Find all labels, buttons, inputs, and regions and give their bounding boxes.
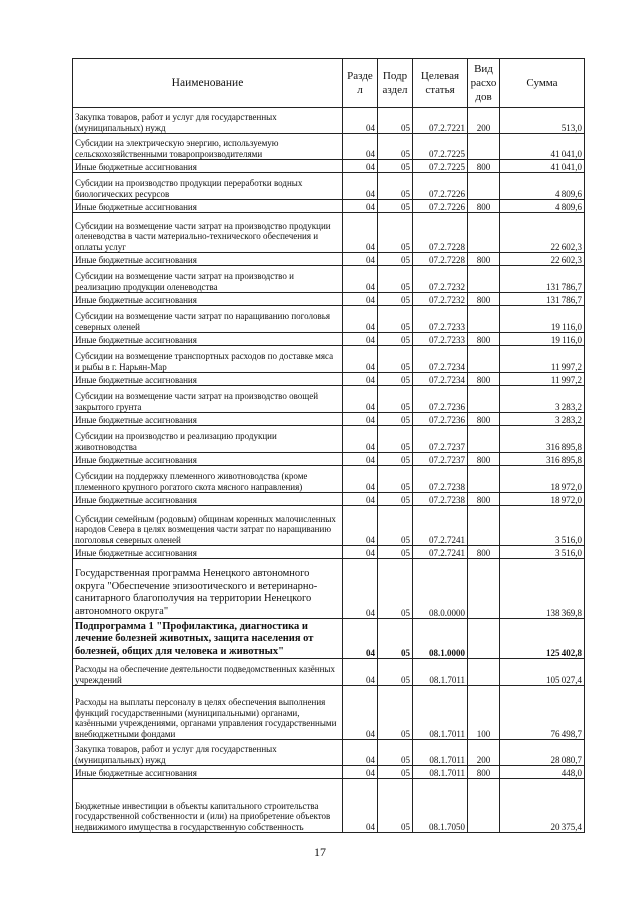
row-vid: 800	[468, 546, 500, 559]
row-razdel: 04	[343, 373, 378, 386]
row-podrazdel: 05	[378, 373, 413, 386]
row-razdel: 04	[343, 293, 378, 306]
row-sum: 448,0	[500, 766, 585, 779]
row-name: Субсидии на возмещение части затрат на производство и реализацию продукции оленеводства	[73, 266, 343, 293]
row-vid	[468, 779, 500, 833]
row-name: Бюджетные инвестиции в объекты капитального строительства государственной собственности и (или) на приобретение объектов недвижимого имущества в государственную собственность	[73, 779, 343, 833]
row-target: 08.1.0000	[413, 619, 468, 659]
row-name: Субсидии на производство и реализацию продукции животноводства	[73, 426, 343, 453]
row-razdel: 04	[343, 108, 378, 134]
row-name: Иные бюджетные ассигнования	[73, 546, 343, 559]
row-podrazdel: 05	[378, 779, 413, 833]
row-vid: 800	[468, 493, 500, 506]
row-vid	[468, 659, 500, 686]
row-target: 07.2.7234	[413, 373, 468, 386]
table-row	[73, 619, 585, 659]
row-razdel: 04	[343, 766, 378, 779]
row-vid	[468, 134, 500, 160]
row-target: 07.2.7238	[413, 493, 468, 506]
row-razdel: 04	[343, 493, 378, 506]
row-target: 08.1.7050	[413, 779, 468, 833]
row-podrazdel: 05	[378, 306, 413, 333]
row-vid	[468, 466, 500, 493]
row-podrazdel: 05	[378, 740, 413, 766]
row-sum: 131 786,7	[500, 266, 585, 293]
row-name: Иные бюджетные ассигнования	[73, 373, 343, 386]
row-name: Иные бюджетные ассигнования	[73, 200, 343, 213]
header-sum: Сумма	[500, 59, 585, 108]
row-name: Субсидии на электрическую энергию, используемую сельскохозяйственными товаропроизводителями	[73, 134, 343, 160]
table-row	[73, 173, 585, 200]
row-target: 07.2.7232	[413, 293, 468, 306]
row-name: Субсидии на возмещение части затрат на производство продукции оленеводства в части материально-технического обеспечения и оплаты услуг	[73, 213, 343, 253]
row-podrazdel: 05	[378, 134, 413, 160]
row-vid	[468, 559, 500, 619]
row-target: 07.2.7234	[413, 346, 468, 373]
row-name: Государственная программа Ненецкого автономного округа "Обеспечение эпизоотического и ветеринарно-санитарного благополучия на территории Ненецкого автономного округа"	[73, 559, 343, 619]
table-row	[73, 134, 585, 160]
table-row	[73, 559, 585, 619]
row-razdel: 04	[343, 426, 378, 453]
row-name: Закупка товаров, работ и услуг для государственных (муниципальных) нужд	[73, 740, 343, 766]
row-target: 07.2.7233	[413, 306, 468, 333]
row-target: 07.2.7233	[413, 333, 468, 346]
row-razdel: 04	[343, 306, 378, 333]
row-vid: 800	[468, 766, 500, 779]
header-razdel: Разде л	[343, 59, 378, 108]
table-row	[73, 413, 585, 426]
table-row	[73, 386, 585, 413]
row-podrazdel: 05	[378, 108, 413, 134]
table-row	[73, 108, 585, 134]
row-razdel: 04	[343, 386, 378, 413]
row-target: 08.0.0000	[413, 559, 468, 619]
row-razdel: 04	[343, 413, 378, 426]
row-sum: 4 809,6	[500, 200, 585, 213]
row-sum: 11 997,2	[500, 373, 585, 386]
row-target: 07.2.7226	[413, 200, 468, 213]
row-podrazdel: 05	[378, 200, 413, 213]
row-target: 07.2.7236	[413, 413, 468, 426]
row-name: Иные бюджетные ассигнования	[73, 293, 343, 306]
header-name: Наименование	[73, 59, 343, 108]
row-razdel: 04	[343, 253, 378, 266]
row-sum: 125 402,8	[500, 619, 585, 659]
row-name: Субсидии на возмещение части затрат по наращиванию поголовья северных оленей	[73, 306, 343, 333]
row-vid	[468, 173, 500, 200]
table-row	[73, 346, 585, 373]
row-name: Субсидии на возмещение транспортных расходов по доставке мяса и рыбы в г. Нарьян-Мар	[73, 346, 343, 373]
table-row	[73, 779, 585, 833]
row-sum: 3 283,2	[500, 386, 585, 413]
row-razdel: 04	[343, 346, 378, 373]
row-podrazdel: 05	[378, 266, 413, 293]
table-row	[73, 686, 585, 740]
row-razdel: 04	[343, 134, 378, 160]
row-target: 07.2.7228	[413, 213, 468, 253]
row-sum: 513,0	[500, 108, 585, 134]
row-podrazdel: 05	[378, 766, 413, 779]
row-target: 07.2.7238	[413, 466, 468, 493]
table-row	[73, 426, 585, 453]
row-podrazdel: 05	[378, 659, 413, 686]
row-podrazdel: 05	[378, 426, 413, 453]
row-razdel: 04	[343, 506, 378, 546]
row-sum: 11 997,2	[500, 346, 585, 373]
row-razdel: 04	[343, 686, 378, 740]
row-name: Иные бюджетные ассигнования	[73, 453, 343, 466]
row-sum: 18 972,0	[500, 466, 585, 493]
row-sum: 3 283,2	[500, 413, 585, 426]
row-podrazdel: 05	[378, 546, 413, 559]
row-vid	[468, 619, 500, 659]
row-vid: 800	[468, 160, 500, 173]
table-row	[73, 659, 585, 686]
row-sum: 22 602,3	[500, 213, 585, 253]
row-target: 07.2.7237	[413, 453, 468, 466]
row-podrazdel: 05	[378, 293, 413, 306]
row-target: 07.2.7241	[413, 546, 468, 559]
row-sum: 3 516,0	[500, 506, 585, 546]
row-target: 07.2.7232	[413, 266, 468, 293]
row-vid: 200	[468, 740, 500, 766]
row-target: 07.2.7226	[413, 173, 468, 200]
row-sum: 316 895,8	[500, 453, 585, 466]
header-target: Целевая статья	[413, 59, 468, 108]
row-razdel: 04	[343, 546, 378, 559]
row-razdel: 04	[343, 173, 378, 200]
table-row	[73, 293, 585, 306]
row-target: 08.1.7011	[413, 659, 468, 686]
table-row	[73, 506, 585, 546]
row-target: 07.2.7221	[413, 108, 468, 134]
row-name: Расходы на обеспечение деятельности подведомственных казённых учреждений	[73, 659, 343, 686]
row-name: Закупка товаров, работ и услуг для государственных (муниципальных) нужд	[73, 108, 343, 134]
row-vid: 800	[468, 453, 500, 466]
row-razdel: 04	[343, 160, 378, 173]
row-razdel: 04	[343, 200, 378, 213]
row-vid: 800	[468, 253, 500, 266]
row-razdel: 04	[343, 659, 378, 686]
row-podrazdel: 05	[378, 506, 413, 546]
row-sum: 105 027,4	[500, 659, 585, 686]
table-row	[73, 213, 585, 253]
row-name: Субсидии на возмещение части затрат на производство овощей закрытого грунта	[73, 386, 343, 413]
row-name: Субсидии на производство продукции переработки водных биологических ресурсов	[73, 173, 343, 200]
row-target: 07.2.7225	[413, 134, 468, 160]
row-vid	[468, 266, 500, 293]
table-row	[73, 373, 585, 386]
row-name: Субсидии на поддержку племенного животноводства (кроме племенного крупного рогатого скота мясного направления)	[73, 466, 343, 493]
row-name: Субсидии семейным (родовым) общинам коренных малочисленных народов Севера в целях возмещения части затрат по наращиванию поголовья северных оленей	[73, 506, 343, 546]
row-vid: 800	[468, 333, 500, 346]
table-row	[73, 306, 585, 333]
row-podrazdel: 05	[378, 559, 413, 619]
row-sum: 19 116,0	[500, 306, 585, 333]
row-vid: 100	[468, 686, 500, 740]
header-vid: Вид расхо дов	[468, 59, 500, 108]
row-vid: 800	[468, 373, 500, 386]
row-razdel: 04	[343, 740, 378, 766]
row-sum: 41 041,0	[500, 134, 585, 160]
row-name: Иные бюджетные ассигнования	[73, 493, 343, 506]
row-podrazdel: 05	[378, 160, 413, 173]
row-razdel: 04	[343, 333, 378, 346]
row-sum: 28 080,7	[500, 740, 585, 766]
row-podrazdel: 05	[378, 453, 413, 466]
row-vid: 800	[468, 413, 500, 426]
row-podrazdel: 05	[378, 466, 413, 493]
row-vid	[468, 306, 500, 333]
row-sum: 76 498,7	[500, 686, 585, 740]
row-target: 07.2.7225	[413, 160, 468, 173]
row-razdel: 04	[343, 266, 378, 293]
table-row	[73, 333, 585, 346]
table-row	[73, 546, 585, 559]
table-row	[73, 766, 585, 779]
row-sum: 138 369,8	[500, 559, 585, 619]
row-name: Иные бюджетные ассигнования	[73, 160, 343, 173]
row-target: 08.1.7011	[413, 766, 468, 779]
table-row	[73, 466, 585, 493]
row-razdel: 04	[343, 453, 378, 466]
row-podrazdel: 05	[378, 619, 413, 659]
row-name: Иные бюджетные ассигнования	[73, 333, 343, 346]
row-razdel: 04	[343, 213, 378, 253]
row-vid	[468, 506, 500, 546]
row-podrazdel: 05	[378, 213, 413, 253]
budget-table	[72, 58, 585, 833]
table-header	[73, 59, 585, 108]
row-vid	[468, 213, 500, 253]
table-row	[73, 740, 585, 766]
row-vid: 800	[468, 293, 500, 306]
row-razdel: 04	[343, 779, 378, 833]
row-name: Иные бюджетные ассигнования	[73, 413, 343, 426]
row-vid: 800	[468, 200, 500, 213]
row-vid: 200	[468, 108, 500, 134]
table-row	[73, 493, 585, 506]
row-razdel: 04	[343, 619, 378, 659]
row-razdel: 04	[343, 466, 378, 493]
row-podrazdel: 05	[378, 686, 413, 740]
row-name: Расходы на выплаты персоналу в целях обеспечения выполнения функций государственными (муниципальными) органами, казёнными учреждениями, органами управления государственными внебюджетными фондами	[73, 686, 343, 740]
row-podrazdel: 05	[378, 386, 413, 413]
table-row	[73, 200, 585, 213]
table-row	[73, 253, 585, 266]
row-podrazdel: 05	[378, 346, 413, 373]
row-sum: 4 809,6	[500, 173, 585, 200]
row-target: 07.2.7241	[413, 506, 468, 546]
row-name: Иные бюджетные ассигнования	[73, 253, 343, 266]
row-name: Иные бюджетные ассигнования	[73, 766, 343, 779]
row-sum: 19 116,0	[500, 333, 585, 346]
row-sum: 316 895,8	[500, 426, 585, 453]
table-row	[73, 266, 585, 293]
row-name: Подпрограмма 1 "Профилактика, диагностика и лечение болезней животных, защита населения от болезней, общих для человека и животных"	[73, 619, 343, 659]
row-podrazdel: 05	[378, 173, 413, 200]
row-target: 07.2.7236	[413, 386, 468, 413]
table-row	[73, 453, 585, 466]
row-sum: 3 516,0	[500, 546, 585, 559]
row-target: 08.1.7011	[413, 740, 468, 766]
page-number: 17	[314, 845, 326, 859]
row-podrazdel: 05	[378, 413, 413, 426]
row-target: 07.2.7228	[413, 253, 468, 266]
row-sum: 131 786,7	[500, 293, 585, 306]
header-podrazdel: Подр аздел	[378, 59, 413, 108]
row-target: 08.1.7011	[413, 686, 468, 740]
row-vid	[468, 386, 500, 413]
row-sum: 18 972,0	[500, 493, 585, 506]
row-sum: 20 375,4	[500, 779, 585, 833]
row-sum: 41 041,0	[500, 160, 585, 173]
row-vid	[468, 426, 500, 453]
row-vid	[468, 346, 500, 373]
row-sum: 22 602,3	[500, 253, 585, 266]
row-podrazdel: 05	[378, 333, 413, 346]
row-podrazdel: 05	[378, 493, 413, 506]
table-row	[73, 160, 585, 173]
row-podrazdel: 05	[378, 253, 413, 266]
table-body	[73, 108, 585, 833]
row-target: 07.2.7237	[413, 426, 468, 453]
row-razdel: 04	[343, 559, 378, 619]
